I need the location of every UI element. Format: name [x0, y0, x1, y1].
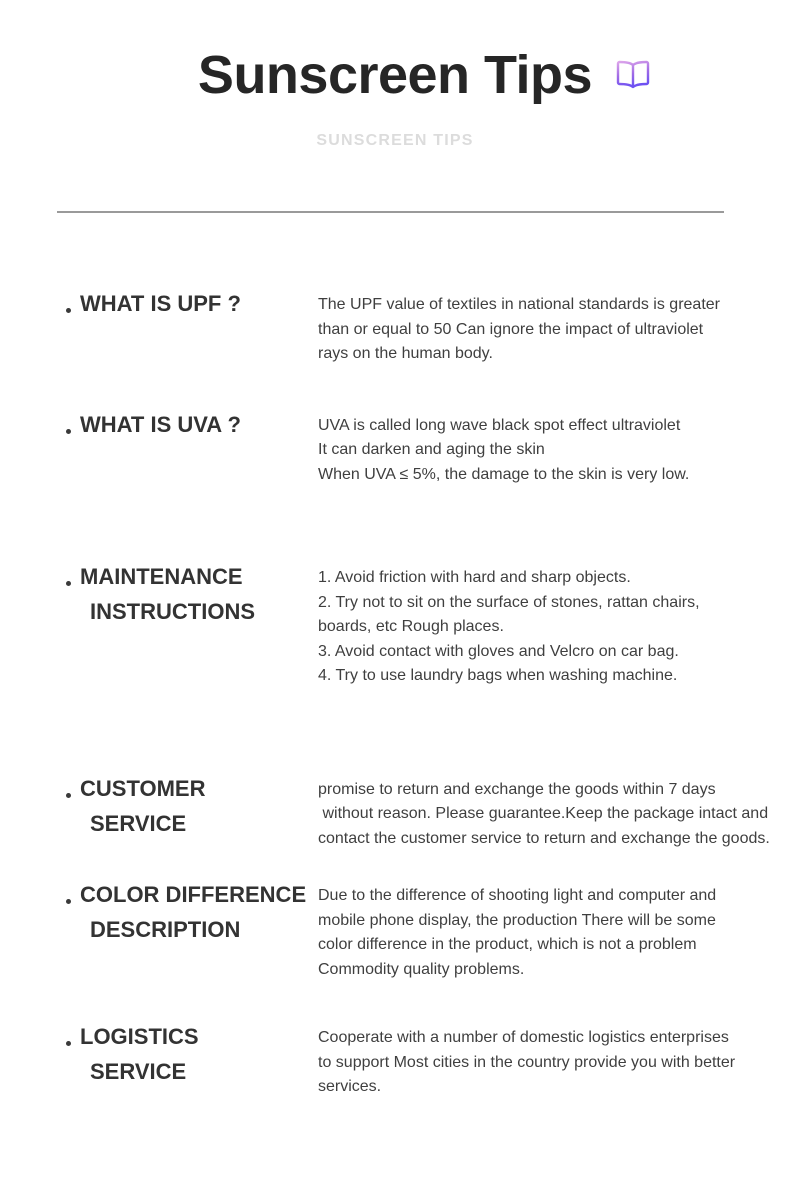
section-maintenance-instructions [0, 559, 790, 689]
page-header [0, 0, 790, 150]
section-body: 1. Avoid friction with hard and sharp objects. 2. Try not to sit on the surface of stones, rattan chairs, boards, etc Rough places. 3. Avoid contact with gloves and Velcro on car bag. 4. Try to use laundry bags when washing machine. [318, 569, 700, 684]
header-divider [57, 211, 724, 213]
open-book-icon [614, 58, 652, 97]
section-what-is-upf [0, 286, 790, 367]
section-heading: LOGISTICS SERVICE [80, 1024, 199, 1084]
section-body: UVA is called long wave black spot effect ultraviolet It can darken and aging the skin When UVA ≤ 5%, the damage to the skin is very low. [318, 416, 690, 483]
section-body: Due to the difference of shooting light and computer and mobile phone display, the production There will be some color difference in the product, which is not a problem Commodity quality problems. [318, 887, 717, 978]
bullet-icon [66, 899, 71, 904]
section-body: The UPF value of textiles in national standards is greater than or equal to 50 Can ignore the impact of ultraviolet rays on the human body. [318, 296, 720, 362]
sections-list [0, 286, 790, 1100]
section-customer-service [0, 771, 790, 852]
section-what-is-uva [0, 407, 790, 488]
page-subtitle: SUNSCREEN TIPS [316, 132, 474, 149]
bullet-icon [66, 793, 71, 798]
bullet-icon [66, 429, 71, 434]
bullet-icon [66, 1041, 71, 1046]
section-heading: WHAT IS UVA ? [80, 411, 241, 437]
section-heading: COLOR DIFFERENCE DESCRIPTION [80, 882, 307, 942]
section-logistics-service [0, 1019, 790, 1100]
section-heading: CUSTOMER SERVICE [80, 775, 206, 836]
section-heading: MAINTENANCE INSTRUCTIONS [80, 564, 255, 624]
bullet-icon [66, 308, 71, 313]
section-color-difference [0, 877, 790, 982]
page-title: Sunscreen Tips [197, 45, 593, 105]
section-body: Cooperate with a number of domestic logistics enterprises to support Most cities in the country provide you with better services. [318, 1029, 736, 1095]
bullet-icon [66, 581, 71, 586]
section-heading: WHAT IS UPF ? [80, 291, 241, 316]
section-body: promise to return and exchange the goods within 7 days without reason. Please guarantee.Keep the package intact and contact the customer service to return and exchange the goods. [318, 780, 770, 847]
